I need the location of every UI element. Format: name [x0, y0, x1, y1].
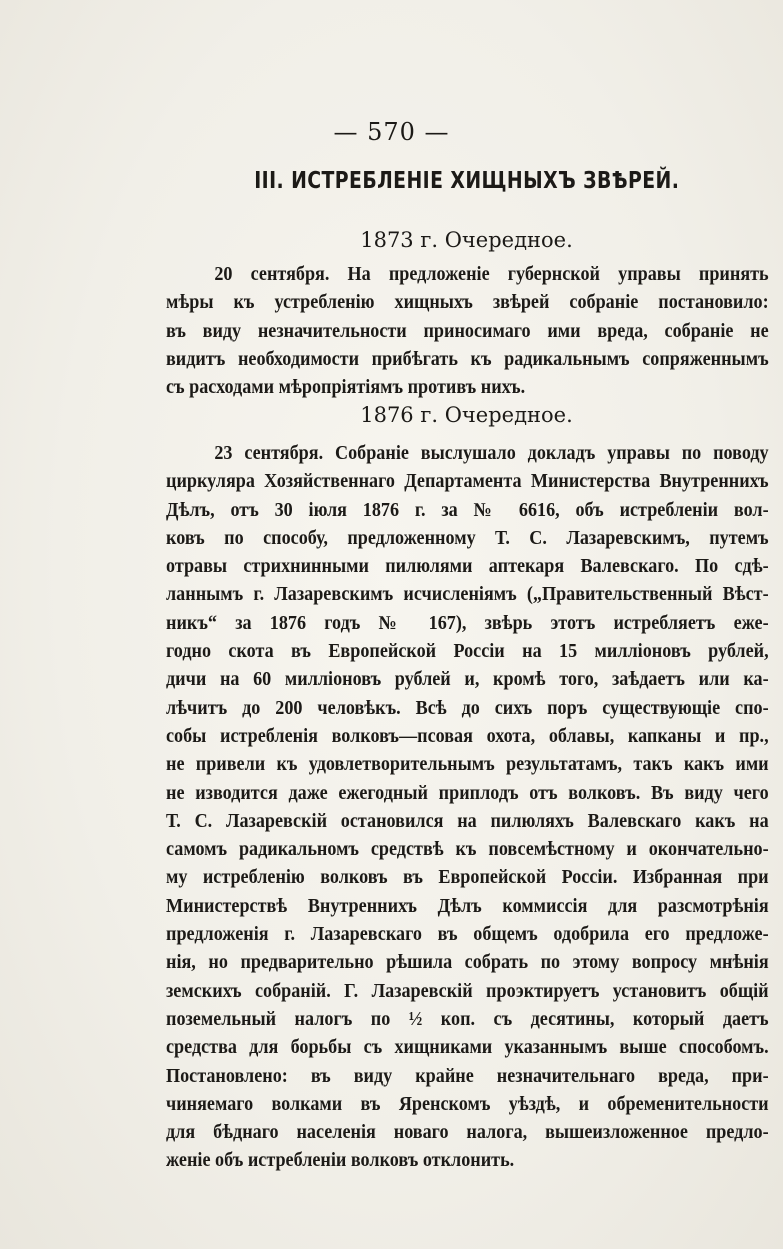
- paragraph-line: чиняемаго волками въ Яренскомъ уѣздѣ, и обременительности: [166, 1093, 769, 1115]
- paragraph-1876: [166, 440, 769, 1176]
- paragraph-line: отравы стрихнинными пилюлями аптекаря Валевскаго. По сдѣ-: [166, 556, 769, 578]
- paragraph-line: Постановлено: въ виду крайне незначительнаго вреда, при-: [166, 1065, 769, 1087]
- page-number: — 570 —: [333, 118, 450, 146]
- paragraph-line: собы истребленія волковъ—псовая охота, облавы, капканы и пр.,: [166, 725, 769, 747]
- paragraph-line: земскихъ собраній. Г. Лазаревскій проэктируетъ установитъ общій: [166, 980, 769, 1002]
- paragraph-line: видитъ необходимости прибѣгать къ радикальнымъ сопряженнымъ: [166, 348, 769, 370]
- paragraph-line: поземельный налогъ по ½ коп. съ десятины, который даетъ: [166, 1008, 769, 1030]
- paragraph-line: Дѣлъ, отъ 30 іюля 1876 г. за № 6616, объ истребленіи вол-: [166, 499, 769, 521]
- paragraph-line: не изводится даже ежегодный приплодъ отъ волковъ. Въ виду чего: [166, 782, 769, 804]
- paragraph-line: 23 сентября. Собраніе выслушало докладъ управы по поводу: [214, 443, 769, 464]
- paragraph-line: не привели къ удовлетворительнымъ результатамъ, такъ какъ ими: [166, 754, 769, 776]
- paragraph-line: циркуляра Хозяйственнаго Департамента Министерства Внутреннихъ: [166, 471, 769, 493]
- section-title-text: III. ИСТРЕБЛЕНІЕ ХИЩНЫХЪ ЗВѢРЕЙ.: [254, 168, 680, 194]
- paragraph-line: съ расходами мѣропріятіямъ противъ нихъ.: [166, 377, 526, 399]
- paragraph-line: предложенія г. Лазаревскаго въ общемъ одобрила его предложе-: [166, 924, 769, 946]
- paragraph-line: му истребленію волковъ въ Европейской Россіи. Избранная при: [166, 867, 769, 889]
- section-title: [84, 168, 726, 194]
- heading-1873: 1873 г. Очередное.: [360, 228, 573, 252]
- paragraph-line: женіе объ истребленіи волковъ отклонить.: [166, 1150, 515, 1172]
- paragraph-line: мѣры къ устребленію хищныхъ звѣрей собраніе постановило:: [166, 292, 769, 314]
- paragraph-line: дичи на 60 милліоновъ рублей и, кромѣ того, заѣдаетъ или ка-: [166, 669, 769, 691]
- paragraph-line: ковъ по способу, предложенному Т. С. Лазаревскимъ, путемъ: [166, 527, 769, 549]
- paragraph-line: средства для борьбы съ хищниками указаннымъ выше способомъ.: [166, 1037, 769, 1059]
- paragraph-line: Т. С. Лазаревскій остановился на пилюляхъ Валевскаго какъ на: [166, 810, 769, 832]
- paragraph-line: ланнымъ г. Лазаревскимъ исчисленіямъ („Правительственный Вѣст-: [166, 584, 769, 606]
- paragraph-line: для бѣднаго населенія новаго налога, вышеизложенное предло-: [166, 1122, 769, 1144]
- paragraph-line: никъ“ за 1876 годъ № 167), звѣрь этотъ истребляетъ еже-: [166, 612, 769, 634]
- paragraph-line: Министерствѣ Внутреннихъ Дѣлъ коммиссія для разсмотрѣнія: [166, 895, 769, 917]
- paragraph-line: 20 сентября. На предложеніе губернской управы принять: [214, 264, 769, 285]
- heading-1876: 1876 г. Очередное.: [360, 403, 573, 427]
- paragraph-line: въ виду незначительности приносимаго ими вреда, собраніе не: [166, 320, 769, 342]
- paragraph-line: самомъ радикальномъ средствѣ къ повсемѣстному и окончательно-: [166, 839, 769, 861]
- paragraph-line: годно скота въ Европейской Россіи на 15 милліоновъ рублей,: [166, 641, 769, 663]
- paragraph-line: лѣчитъ до 200 человѣкъ. Всѣ до сихъ поръ существующіе спо-: [166, 697, 769, 719]
- paragraph-line: нія, но предварительно рѣшила собрать по этому вопросу мнѣнія: [166, 952, 769, 974]
- paragraph-1873: [166, 261, 769, 402]
